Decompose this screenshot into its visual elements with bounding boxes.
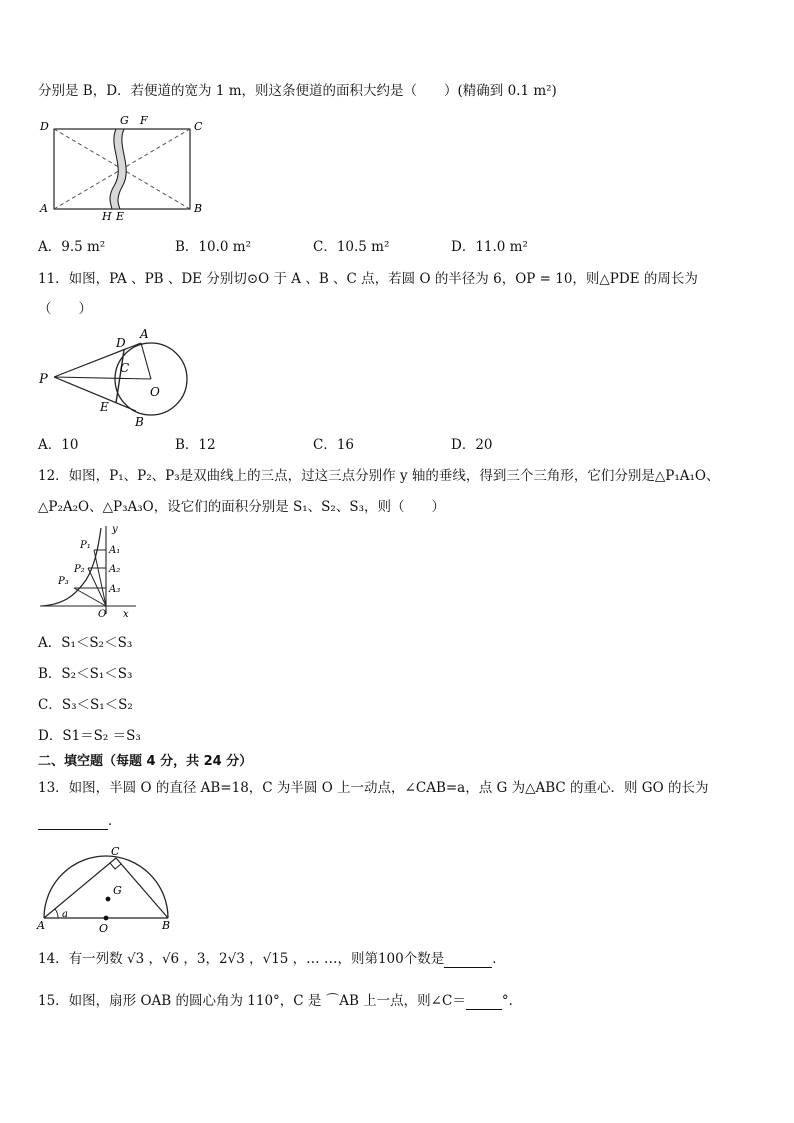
q11-tangent-de <box>116 350 124 403</box>
q11-label-P: P <box>39 372 48 387</box>
q10-option-a: A．9.5 m² <box>38 239 106 255</box>
q11-tangent-pb <box>54 377 136 411</box>
q11-label-E: E <box>100 400 109 414</box>
q13-right-angle-mark <box>110 863 121 869</box>
q12-option-d: D．S1＝S₂ ＝S₃ <box>38 728 141 744</box>
q11-radius-oa <box>141 343 151 379</box>
q11-label-C: C <box>120 361 130 375</box>
q13-angle-arc <box>55 909 58 918</box>
q12-option-c: C．S₃＜S₁＜S₂ <box>38 697 133 713</box>
q12-label-P3: P₃ <box>58 576 69 587</box>
q13-tail: ． <box>108 813 122 829</box>
q12-hyperbola <box>42 528 101 606</box>
q13-figure <box>36 842 186 934</box>
q10-label-E: E <box>116 210 125 222</box>
q13-label-a: a <box>62 909 68 920</box>
q10-label-G: G <box>120 114 129 127</box>
q11-text-line1: 11．如图，PA 、PB 、DE 分别切⊙O 于 A 、B 、C 点，若圆 O 的半径为 6，OP = 10，则△PDE 的周长为 <box>38 271 698 287</box>
q14-line <box>38 950 506 968</box>
q12-label-P1: P₁ <box>80 540 91 551</box>
q10-option-d: D．11.0 m² <box>451 239 528 255</box>
q13-label-O: O <box>99 922 109 934</box>
q11-label-D: D <box>116 336 126 350</box>
q12-text-line2: △P₂A₂O、△P₃A₃O，设它们的面积分别是 S₁、S₂、S₃，则（ ） <box>38 499 445 515</box>
q12-label-A3: A₃ <box>109 584 121 595</box>
q12-figure <box>36 522 146 620</box>
q11-option-a: A．10 <box>38 437 79 453</box>
q10-label-A: A <box>40 202 48 215</box>
section-heading-fill-in: 二、填空题（每题 4 分，共 24 分） <box>38 754 253 769</box>
q15-text: 15．如图，扇形 OAB 的圆心角为 110°，C 是 ⌒AB 上一点，则∠C＝ <box>38 993 466 1009</box>
q11-label-B: B <box>135 415 144 429</box>
q10-label-C: C <box>194 120 203 133</box>
q12-text-line1: 12．如图，P₁、P₂、P₃是双曲线上的三点，过这三点分别作 y 轴的垂线，得到三个三角形，它们分别是△P₁A₁O、 <box>38 468 720 484</box>
q15-answer-blank[interactable] <box>466 995 502 1010</box>
q13-label-C: C <box>111 845 120 858</box>
q11-text-line2: （ ） <box>38 301 92 317</box>
q11-figure <box>36 325 196 433</box>
q10-label-D: D <box>40 120 49 133</box>
q10-figure <box>36 112 216 222</box>
q10-option-c: C．10.5 m² <box>313 239 390 255</box>
q13-label-G: G <box>113 884 122 897</box>
q15-tail: °． <box>501 993 523 1009</box>
q12-option-a: A．S₁＜S₂＜S₃ <box>38 635 133 651</box>
q13-label-B: B <box>162 919 171 932</box>
q12-label-x: x <box>123 609 129 620</box>
q13-label-A: A <box>37 919 45 932</box>
q14-tail: ． <box>492 951 506 967</box>
q11-option-b: B．12 <box>175 437 216 453</box>
q10-path-strip <box>110 129 126 209</box>
q13-chord-ac <box>44 858 116 918</box>
q13-answer-blank[interactable] <box>38 815 108 830</box>
q12-segment-p2o <box>88 568 106 606</box>
q10-option-b: B．10.0 m² <box>175 239 251 255</box>
q13-answer-line <box>38 812 122 830</box>
q14-answer-blank[interactable] <box>444 953 492 968</box>
q12-label-P2: P₂ <box>74 564 85 575</box>
q10-label-B: B <box>194 202 203 215</box>
q11-option-d: D．20 <box>451 437 493 453</box>
q13-text-line1: 13．如图，半圆 O 的直径 AB=18，C 为半圆 O 上一动点，∠CAB=a，点 G 为△ABC 的重心．则 GO 的长为 <box>38 780 709 796</box>
q10-text: 分别是 B，D．若便道的宽为 1 m，则这条便道的面积大约是（ ）(精确到 0.1 m²) <box>38 83 557 99</box>
q12-label-O: O <box>98 609 107 620</box>
q10-label-F: F <box>140 114 148 127</box>
q12-segment-p1o <box>94 550 106 606</box>
q13-point-g <box>106 897 111 902</box>
q14-text: 14．有一列数 √3 ，√6 ，3，2√3 ，√15 ，… …，则第100个数是 <box>38 951 445 967</box>
q11-option-c: C．16 <box>313 437 355 453</box>
q11-segment-po <box>54 377 151 379</box>
q10-label-H: H <box>102 210 112 222</box>
q12-label-y: y <box>112 524 118 535</box>
q12-option-b: B．S₂＜S₁＜S₃ <box>38 666 133 682</box>
q13-point-o <box>104 916 109 921</box>
q11-label-O: O <box>150 385 160 399</box>
q15-line <box>38 992 522 1010</box>
q11-label-A: A <box>140 327 149 341</box>
q12-label-A2: A₂ <box>109 564 121 575</box>
q12-label-A1: A₁ <box>109 545 121 556</box>
